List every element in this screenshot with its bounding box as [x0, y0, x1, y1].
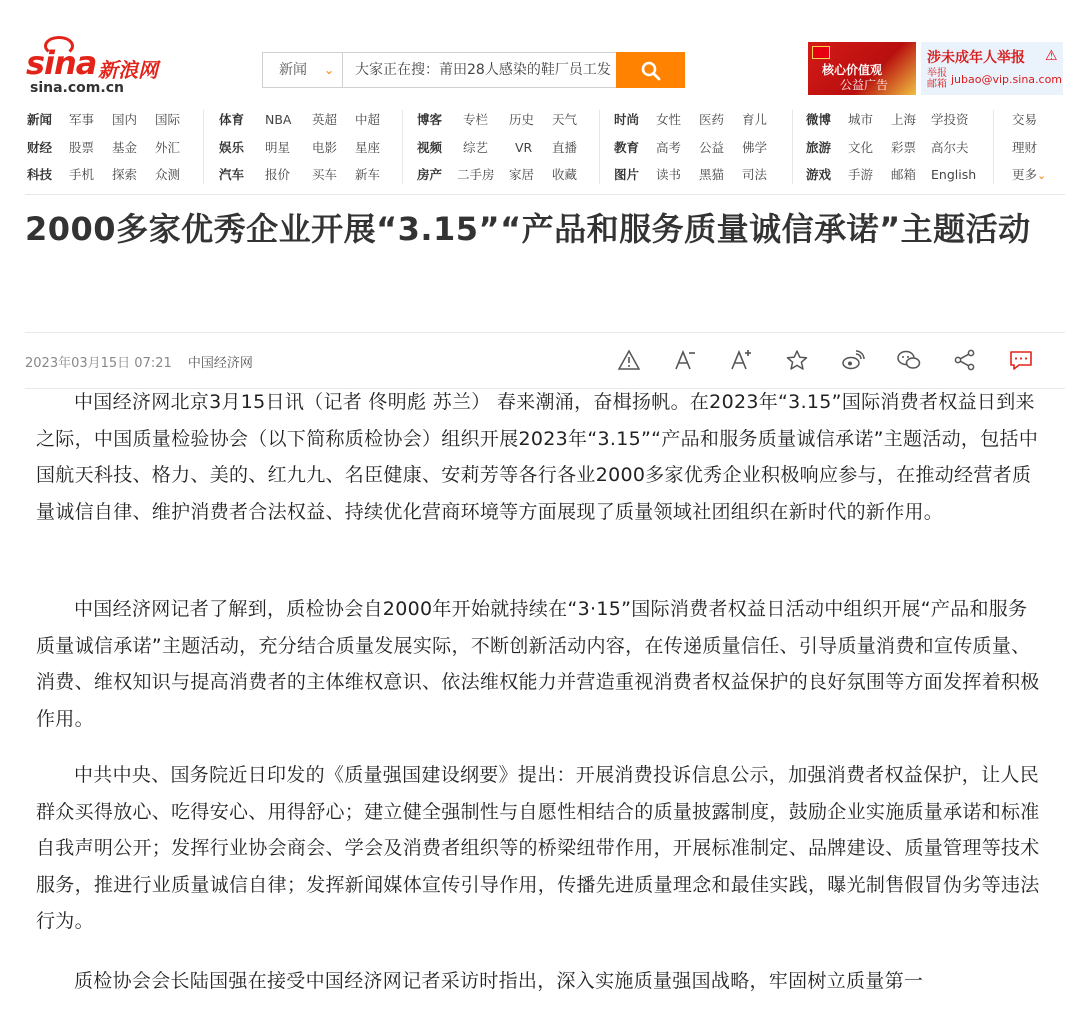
- nav-item[interactable]: English: [931, 167, 977, 182]
- comment-icon: [1009, 349, 1033, 371]
- nav-item[interactable]: 中超: [355, 112, 381, 127]
- nav-item[interactable]: 医药: [699, 112, 725, 127]
- nav-item[interactable]: 买车: [312, 167, 338, 182]
- nav-item[interactable]: 佛学: [742, 139, 768, 155]
- nav-item[interactable]: 理财: [1012, 139, 1038, 155]
- nav-item[interactable]: 高考: [656, 139, 682, 155]
- article-toolbar: [616, 345, 1036, 375]
- nav-item[interactable]: 公益: [699, 139, 725, 155]
- nav-column: [614, 108, 767, 191]
- nav-divider: [203, 110, 204, 184]
- article-source[interactable]: 中国经济网: [187, 356, 253, 371]
- nav-divider: [599, 110, 600, 184]
- nav-item[interactable]: 房产: [417, 167, 443, 182]
- article-paragraph: 质检协会会长陆国强在接受中国经济网记者采访时指出，深入实施质量强国战略，牢固树立质量第一: [74, 970, 924, 992]
- nav-item[interactable]: NBA: [265, 112, 292, 127]
- nav-item[interactable]: 黑猫: [699, 167, 725, 182]
- logo-wordmark: sina: [26, 44, 97, 82]
- nav-item[interactable]: 图片: [614, 167, 640, 182]
- nav-item[interactable]: 育儿: [742, 112, 768, 127]
- nav-item[interactable]: 司法: [742, 167, 768, 182]
- nav-column: [1012, 108, 1046, 191]
- nav-item[interactable]: 上海: [891, 112, 917, 127]
- nav-item[interactable]: 交易: [1012, 112, 1038, 127]
- chevron-down-icon: ⌄: [1037, 169, 1047, 182]
- nav-item[interactable]: 旅游: [806, 139, 832, 155]
- report-icon: [617, 349, 641, 371]
- nav-item[interactable]: 手游: [848, 167, 874, 182]
- channel-nav: [0, 108, 1080, 188]
- nav-item[interactable]: 游戏: [806, 167, 832, 182]
- nav-divider: [792, 110, 793, 184]
- favorite-star-icon: [785, 349, 809, 371]
- wechat-share-button[interactable]: [896, 345, 922, 375]
- font-increase-icon: [729, 349, 753, 371]
- nav-item[interactable]: 学投资: [931, 112, 969, 127]
- nav-item[interactable]: 星座: [355, 139, 381, 155]
- flag-icon: [812, 46, 830, 59]
- nav-item[interactable]: 科技: [27, 167, 53, 182]
- nav-item[interactable]: 娱乐: [219, 139, 245, 155]
- ad2-email[interactable]: jubao@vip.sina.com: [951, 73, 1063, 86]
- report-button[interactable]: [616, 345, 642, 375]
- nav-item[interactable]: 时尚: [614, 112, 640, 127]
- nav-item[interactable]: 财经: [27, 139, 53, 155]
- nav-item[interactable]: 视频: [417, 139, 443, 155]
- nav-item[interactable]: 国际: [155, 112, 181, 127]
- nav-column: [417, 108, 577, 191]
- ad-minor-report[interactable]: [921, 42, 1063, 95]
- article-paragraph: 中国经济网北京3月15日讯（记者 佟明彪 苏兰） 春来潮涌，奋楫扬帆。在2023年“3.15”国际消费者权益日到来之际，中国质量检验协会（以下简称质检协会）组织开展2023年“3.15”“产品和服务质量诚信承诺”主题活动，包括中国航天科技、格力、美的、红九九、名臣健康、安莉芳等各行各业2000多家优秀企业积极响应参与，在推动经营者质量诚信自律、维护消费者合法权益、持续优化营商环境等方面展现了质量领域社团组织在新时代的新作用。: [36, 391, 1039, 523]
- wechat-share-icon: [897, 349, 921, 371]
- warning-icon: ⚠: [1045, 48, 1058, 64]
- nav-divider: [402, 110, 403, 184]
- nav-item[interactable]: 彩票: [891, 139, 917, 155]
- ad1-line1: 核心价值观: [822, 63, 883, 77]
- nav-item[interactable]: 军事: [69, 112, 95, 127]
- search-category-label: 新闻: [279, 62, 307, 78]
- ad1-line2: 公益广告: [840, 78, 889, 92]
- nav-item[interactable]: 电影: [312, 139, 338, 155]
- nav-item[interactable]: 新车: [355, 167, 381, 182]
- nav-item[interactable]: 家居: [509, 167, 535, 182]
- nav-item[interactable]: 探索: [112, 167, 138, 182]
- nav-item[interactable]: 城市: [848, 112, 874, 127]
- article-paragraph: 中国经济网记者了解到，质检协会自2000年开始就持续在“3·15”国际消费者权益日活动中组织开展“产品和服务质量诚信承诺”主题活动，充分结合质量发展实际，不断创新活动内容，在传递质量信任、引导质量消费和宣传质量、消费、维权知识与提高消费者的主体维权意识、依法维权能力并营造重视消费者权益保护的良好氛围等方面发挥着积极作用。: [36, 598, 1040, 730]
- nav-item[interactable]: 新闻: [27, 112, 53, 127]
- nav-item[interactable]: 英超: [312, 112, 338, 127]
- search-category-select[interactable]: [263, 53, 343, 87]
- comment-button[interactable]: [1008, 345, 1034, 375]
- nav-item[interactable]: 文化: [848, 139, 874, 155]
- article-paragraph: 中共中央、国务院近日印发的《质量强国建设纲要》提出：开展消费投诉信息公示，加强消费者权益保护，让人民群众买得放心、吃得安心、用得舒心；建立健全强制性与自愿性相结合的质量披露制度，鼓励企业实施质量承诺和标准自我声明公开；发挥行业协会商会、学会及消费者组织等的桥梁纽带作用，开展标准制定、品牌建设、质量管理等技术服务，推进行业质量诚信自律；发挥新闻媒体宣传引导作用，传播先进质量理念和最佳实践，曝光制售假冒伪劣等违法行为。: [36, 764, 1040, 932]
- nav-item[interactable]: 汽车: [219, 167, 245, 182]
- search-icon: [641, 61, 661, 81]
- search-bar: [262, 52, 684, 88]
- search-input[interactable]: 大家正在搜：莆田28人感染的鞋厂员工发: [355, 62, 611, 78]
- font-decrease-icon: [673, 349, 697, 371]
- nav-item[interactable]: 微博: [806, 112, 832, 127]
- nav-item[interactable]: 读书: [656, 167, 682, 182]
- share-icon: [953, 349, 977, 371]
- search-button[interactable]: [616, 52, 685, 88]
- nav-item[interactable]: 教育: [614, 139, 640, 155]
- nav-item[interactable]: 邮箱: [891, 167, 917, 182]
- nav-column: [806, 108, 976, 191]
- chevron-down-icon: ⌄: [323, 63, 334, 77]
- share-button[interactable]: [952, 345, 978, 375]
- nav-item[interactable]: 外汇: [155, 139, 181, 155]
- weibo-share-icon: [841, 349, 865, 371]
- nav-item[interactable]: 报价: [265, 167, 291, 182]
- nav-item[interactable]: 收藏: [552, 167, 578, 182]
- nav-item[interactable]: 国内: [112, 112, 138, 127]
- nav-item[interactable]: 高尔夫: [931, 139, 969, 155]
- nav-item[interactable]: 直播: [552, 139, 578, 155]
- nav-item[interactable]: 股票: [69, 139, 95, 155]
- nav-item[interactable]: 历史: [509, 112, 535, 127]
- nav-item[interactable]: 众测: [155, 167, 181, 182]
- nav-item[interactable]: 明星: [265, 139, 291, 155]
- nav-item[interactable]: 专栏: [463, 112, 489, 127]
- ad2-title: 涉未成年人举报: [927, 50, 1025, 66]
- nav-item[interactable]: 综艺: [463, 139, 489, 155]
- divider: [25, 194, 1065, 195]
- nav-item[interactable]: 天气: [552, 112, 578, 127]
- weibo-share-button[interactable]: [840, 345, 866, 375]
- article-date: 2023年03月15日 07:21: [25, 356, 172, 371]
- nav-column: [27, 108, 180, 191]
- nav-column: [219, 108, 380, 191]
- nav-item[interactable]: VR: [515, 139, 533, 155]
- font-decrease-button[interactable]: [672, 345, 698, 375]
- nav-item[interactable]: 基金: [112, 139, 138, 155]
- font-increase-button[interactable]: [728, 345, 754, 375]
- nav-item[interactable]: 二手房: [457, 167, 495, 182]
- logo-cn-name: 新浪网: [98, 58, 158, 82]
- nav-item[interactable]: 博客: [417, 112, 443, 127]
- favorite-button[interactable]: [784, 345, 810, 375]
- ad2-label: 举报邮箱: [927, 68, 947, 90]
- nav-item[interactable]: 女性: [656, 112, 682, 127]
- ad-core-values[interactable]: [808, 42, 916, 95]
- nav-divider: [993, 110, 994, 184]
- article-meta: [25, 352, 253, 371]
- nav-more[interactable]: 更多: [1012, 167, 1038, 182]
- nav-item[interactable]: 体育: [219, 112, 245, 127]
- divider: [25, 332, 1065, 333]
- nav-item[interactable]: 手机: [69, 167, 95, 182]
- logo-domain: sina.com.cn: [30, 80, 124, 96]
- article-title: 2000多家优秀企业开展“3.15”“产品和服务质量诚信承诺”主题活动: [25, 210, 1031, 248]
- sina-logo[interactable]: [26, 36, 186, 98]
